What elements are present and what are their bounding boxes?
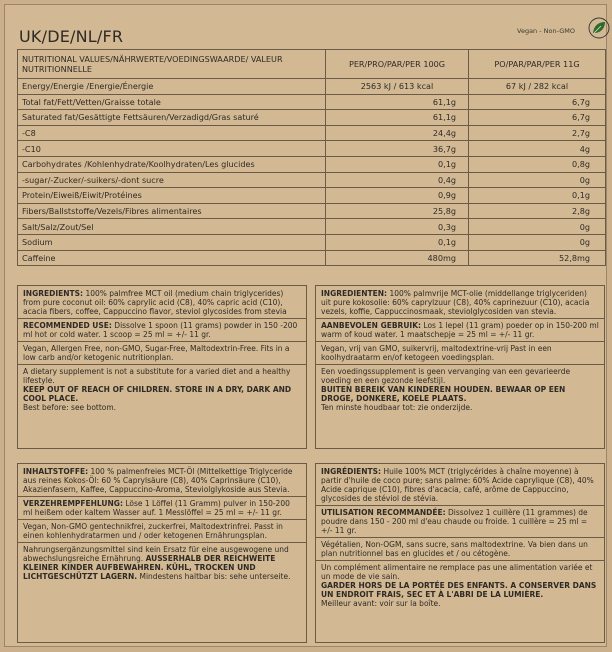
info-block-de bbox=[17, 463, 307, 643]
row-per-11g: 67 kJ / 282 kcal bbox=[469, 79, 606, 95]
ingredients-nl bbox=[321, 289, 599, 316]
label-page bbox=[4, 4, 607, 647]
ingredients-label: INGREDIENTS: bbox=[23, 289, 84, 298]
col-header-nutrients: NUTRITIONAL VALUES/NÄHRWERTE/VOEDINGSWAARDE/ VALEUR NUTRITIONNELLE bbox=[18, 50, 326, 79]
warning-bold: AUSSERHALB DER REICHWEITE KLEINER KINDER AUFBEWAHREN. KÜHL, TROCKEN UND LICHTGESCHÜTZT LAGERN. bbox=[23, 554, 276, 581]
ingredients-text: 100 % palmenfreies MCT-Öl (Mittelkettige Triglyceride aus reines Kokos-Öl: 60 % Caprylsäure (C8), 40% Caprinsäure (C10), Akazienfasern, Kaffee, Cappuccino-Aroma, Steviolglykoside aus Stevia. bbox=[23, 467, 293, 494]
warning-nl bbox=[316, 364, 604, 412]
usage-text: Los 1 lepel (11 gram) poeder op in 150-200 ml warm of koud water. 1 maatschepje = 25 ml = +/- 11 gr. bbox=[321, 321, 599, 339]
usage-nl bbox=[316, 318, 604, 339]
warning-bold: GARDER HORS DE LA PORTÉE DES ENFANTS. A CONSERVER DANS UN ENDROIT FRAIS, SEC ET À L'ABRI DE LA LUMIÈRE. bbox=[321, 581, 597, 599]
table-row bbox=[18, 234, 606, 250]
table-header-row bbox=[18, 50, 606, 79]
leaf-icon bbox=[588, 17, 610, 39]
row-label: Energy/Energie /Energie/Énergie bbox=[18, 79, 326, 95]
row-per-100g: 2563 kJ / 613 kcal bbox=[326, 79, 469, 95]
row-per-100g: 61,1g bbox=[326, 110, 469, 126]
usage-text: Dissolve 1 spoon (11 grams) powder in 150 -200 ml hot or cold water. 1 scoop = 25 ml = +/- 11 gr. bbox=[23, 321, 298, 339]
table-row bbox=[18, 79, 606, 95]
usage-uk bbox=[18, 318, 306, 339]
row-label: Protein/Eiweiß/Eiwit/Protéines bbox=[18, 188, 326, 204]
diet-de: Vegan, Non-GMO gentechnikfrei, zuckerfrei, Maltodextrinfrei. Passt in einen kohlenhydratarmen und / oder ketogenen Ernährungsplan. bbox=[18, 519, 306, 540]
table-row bbox=[18, 203, 606, 219]
table-row bbox=[18, 94, 606, 110]
row-per-11g: 6,7g bbox=[469, 110, 606, 126]
ingredients-text: 100% palmvrije MCT-olie (middellange triglyceriden) uit pure kokosolie: 60% caprylzuur (C8), 40% caprinezuur (C10), acacia vezels, koffie, Cappuccinosmaak, steviolglycosiden van stevia. bbox=[321, 289, 590, 316]
row-per-100g: 24,4g bbox=[326, 125, 469, 141]
warning-text: A dietary supplement is not a substitute for a varied diet and a healthy lifestyle. bbox=[23, 367, 291, 385]
best-before: Meilleur avant: voir sur la boîte. bbox=[321, 599, 441, 608]
warning-de bbox=[18, 542, 306, 581]
row-per-11g: 2,8g bbox=[469, 203, 606, 219]
row-label: Saturated fat/Gesättigte Fettsäuren/Verzadigd/Gras saturé bbox=[18, 110, 326, 126]
info-block-fr bbox=[315, 463, 605, 643]
col-header-per-11g: PO/PAR/PAR/PER 11G bbox=[469, 50, 606, 79]
table-row bbox=[18, 219, 606, 235]
row-label: -C10 bbox=[18, 141, 326, 157]
best-before: Ten minste houdbaar tot: zie onderzijde. bbox=[321, 403, 473, 412]
row-per-100g: 0,3g bbox=[326, 219, 469, 235]
best-before: Mindestens haltbar bis: sehe unterseite. bbox=[139, 572, 291, 581]
ingredients-fr bbox=[321, 467, 599, 503]
warning-text: Een voedingssupplement is geen vervanging van een gevarieerde voeding en een gezonde leefstijl. bbox=[321, 367, 571, 385]
usage-label: UTILISATION RECOMMANDÉE: bbox=[321, 508, 446, 517]
row-label: Total fat/Fett/Vetten/Graisse totale bbox=[18, 94, 326, 110]
row-per-11g: 0,1g bbox=[469, 188, 606, 204]
row-label: Fibers/Ballststoffe/Vezels/Fibres alimentaires bbox=[18, 203, 326, 219]
ingredients-text: Huile 100% MCT (triglycérides à chaîne moyenne) à partir d'huile de coco pure; sans palme: 60% Acide caprylique (C8), 40% Acide caprique (C10), fibres d'acacia, café, arôme de Cappuccino, glycosides de stéviol de stévia. bbox=[321, 467, 594, 503]
row-per-11g: 52,8mg bbox=[469, 250, 606, 266]
ingredients-label: INGREDIENTEN: bbox=[321, 289, 388, 298]
row-per-100g: 480mg bbox=[326, 250, 469, 266]
row-per-100g: 0,1g bbox=[326, 156, 469, 172]
row-per-11g: 4g bbox=[469, 141, 606, 157]
col-header-per-100g: PER/PRO/PAR/PER 100G bbox=[326, 50, 469, 79]
row-per-11g: 0g bbox=[469, 234, 606, 250]
row-per-100g: 0,1g bbox=[326, 234, 469, 250]
table-row bbox=[18, 156, 606, 172]
table-row bbox=[18, 125, 606, 141]
usage-label: VERZEHREMPFEHLUNG: bbox=[23, 499, 123, 508]
table-row bbox=[18, 110, 606, 126]
usage-fr bbox=[316, 505, 604, 535]
row-label: Salt/Salz/Zout/Sel bbox=[18, 219, 326, 235]
row-label: Caffeine bbox=[18, 250, 326, 266]
table-row bbox=[18, 188, 606, 204]
row-label: Carbohydrates /Kohlenhydrate/Koolhydraten/Les glucides bbox=[18, 156, 326, 172]
row-label: -sugar/-Zucker/-suikers/-dont sucre bbox=[18, 172, 326, 188]
row-per-100g: 0,4g bbox=[326, 172, 469, 188]
usage-text: Löse 1 Löffel (11 Gramm) pulver in 150-200 ml heißem oder kaltem Wasser auf. 1 Messlöffel = 25 ml = +/- 11 gr. bbox=[23, 499, 290, 517]
table-row bbox=[18, 141, 606, 157]
ingredients-text: 100% palmfree MCT oil (medium chain triglycerides) from pure coconut oil: 60% caprylic acid (C8), 40% capric acid (C10), acacia fibers, coffee, Cappuccino flavor, steviol glycosides from stevia bbox=[23, 289, 287, 316]
ingredients-label: INHALTSTOFFE: bbox=[23, 467, 89, 476]
row-per-100g: 61,1g bbox=[326, 94, 469, 110]
warning-fr bbox=[316, 560, 604, 608]
info-block-uk bbox=[17, 285, 307, 449]
row-per-100g: 25,8g bbox=[326, 203, 469, 219]
nutrition-table bbox=[17, 49, 606, 266]
diet-fr: Végétalien, Non-OGM, sans sucre, sans maltodextrine. Va bien dans un plan nutritionnel bas en glucides et / ou cétogène. bbox=[316, 537, 604, 558]
table-row bbox=[18, 172, 606, 188]
warning-text: Nahrungsergänzungsmittel sind kein Ersatz für eine ausgewogene und abwechslungsreiche Ernährung. bbox=[23, 545, 289, 563]
warning-uk bbox=[18, 364, 306, 412]
warning-bold: BUITEN BEREIK VAN KINDEREN HOUDEN. BEWAAR OP EEN DROGE, DONKERE, KOELE PLAATS. bbox=[321, 385, 566, 403]
row-label: -C8 bbox=[18, 125, 326, 141]
info-block-nl bbox=[315, 285, 605, 449]
diet-nl: Vegan, vrij van GMO, suikervrij, maltodextrine-vrij Past in een koolhydraatarm en/of ketogeen voedingsplan. bbox=[316, 341, 604, 362]
usage-text: Dissolvez 1 cuillère (11 grammes) de poudre dans 150 - 200 ml d'eau chaude ou froide. 1 cuillère = 25 ml = +/- 11 gr. bbox=[321, 508, 588, 535]
page-title: UK/DE/NL/FR bbox=[19, 27, 124, 46]
ingredients-label: INGRÉDIENTS: bbox=[321, 467, 382, 476]
usage-label: AANBEVOLEN GEBRUIK: bbox=[321, 321, 422, 330]
best-before: Best before: see bottom. bbox=[23, 403, 117, 412]
warning-bold: KEEP OUT OF REACH OF CHILDREN. STORE IN A DRY, DARK AND COOL PLACE. bbox=[23, 385, 292, 403]
row-per-11g: 0g bbox=[469, 219, 606, 235]
row-per-11g: 2,7g bbox=[469, 125, 606, 141]
ingredients-uk bbox=[23, 289, 301, 316]
warning-text: Un complément alimentaire ne remplace pas une alimentation variée et un mode de vie sain. bbox=[321, 563, 593, 581]
usage-de bbox=[18, 496, 306, 517]
diet-uk: Vegan, Allergen Free, non-GMO, Sugar-Free, Maltodextrin-Free. Fits in a low carb and/or ketogenic nutritionplan. bbox=[18, 341, 306, 362]
row-per-100g: 0,9g bbox=[326, 188, 469, 204]
vegan-tag: Vegan - Non-GMO bbox=[517, 27, 575, 35]
usage-label: RECOMMENDED USE: bbox=[23, 321, 112, 330]
row-per-11g: 6,7g bbox=[469, 94, 606, 110]
row-per-100g: 36,7g bbox=[326, 141, 469, 157]
row-per-11g: 0,8g bbox=[469, 156, 606, 172]
row-label: Sodium bbox=[18, 234, 326, 250]
table-row bbox=[18, 250, 606, 266]
row-per-11g: 0g bbox=[469, 172, 606, 188]
ingredients-de bbox=[23, 467, 301, 494]
